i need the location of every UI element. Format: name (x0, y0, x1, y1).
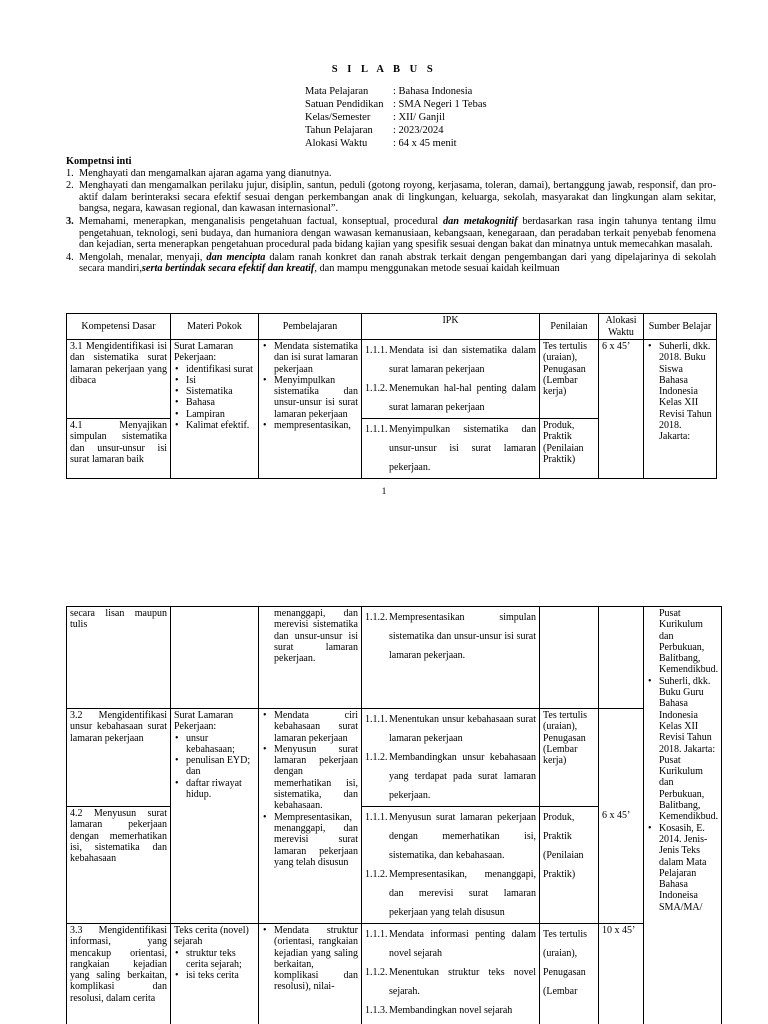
list-item: • Menyimpulkan sistematika dan unsur-unsur isi surat lamaran pekerjaan (274, 375, 358, 420)
alokasi-waktu-cell: 10 x 45’ (599, 924, 644, 1024)
list-item: • Bahasa (186, 397, 255, 408)
ipk-item: 1.1.2. Menentukan struktur teks novel sejarah. (365, 967, 536, 997)
info-row (305, 111, 487, 124)
ki-item-2: 2. Menghayati dan mengamalkan perilaku jujur, disiplin, santun, peduli (gotong royong, kerjasama, toleran, damai), bertanggung jawab, responsif, dan pro-aktif dalam berinteraksi secara efektif sesuai dengan perkembangan anak di lingkungan, keluarga, sekolah, masyarakat dan lingkungan alam sekitar, bangsa, negara, kawasan regional, dan kawasan internasional”. (66, 180, 716, 215)
kompetensi-inti (66, 156, 716, 275)
kd-4-2: 4.2 Menyusun surat lamaran pekerjaan dengan memerhatikan isi, sistematika dan kebahasaan (67, 807, 171, 924)
ki-item-4: 4. Mengolah, menalar, menyaji, dan mencipta dalam ranah konkret dan ranah abstrak terkait dengan pengembangan dari yang dipelajarinya di sekolah secara mandiri,serta bertindak secara efektif dan kreatif, dan mampu menggunakan metode sesuai kaidah keilmuan (66, 251, 716, 275)
list-item: • Kosasih, E. 2014. Jenis-Jenis Teks dalam Mata Pelajaran Bahasa Indoneisa SMA/MA/ (659, 823, 718, 913)
info-value: : Bahasa Indonesia (393, 86, 473, 97)
header-ipk: IPK (362, 314, 540, 340)
pembelajaran-cell (259, 709, 362, 924)
pembelajaran-cell (259, 340, 362, 479)
list-item: • Mendata sistematika dan isi surat lamaran pekerjaan (274, 341, 358, 375)
materi-pokok-cell (171, 607, 259, 709)
ipk-item: 1.1.3. Membandingkan novel sejarah (365, 1005, 513, 1016)
syllabus-table-page-2 (66, 606, 722, 1024)
info-value: : SMA Negeri 1 Tebas (393, 99, 487, 110)
pembelajaran-cell (259, 924, 362, 1024)
info-label: Alokasi Waktu (305, 138, 368, 149)
ipk-item: 1.1.2. Mempresentasikan, menanggapi, dan merevisi surat lamaran pekerjaan yang telah disusun (365, 869, 536, 918)
list-item: • Mempresentasikan, menanggapi, dan merevisi surat lamaran pekerjaan yang telah disusun (274, 812, 358, 868)
info-value: : 64 x 45 menit (393, 138, 457, 149)
header-sumber-belajar: Sumber Belajar (644, 314, 717, 340)
list-item: • Sistematika (186, 386, 255, 397)
kd-4-1: 4.1 Menyajikan simpulan sistematika dan unsur-unsur isi surat lamaran baik (67, 419, 171, 479)
document-page-2 (0, 598, 768, 1024)
list-item: • daftar riwayat hidup. (186, 778, 255, 801)
penilaian-cell: Tes tertulis (uraian), Penugasan (Lembar kerja) (540, 709, 599, 807)
list-item: • unsur kebahasaan; (186, 733, 255, 756)
penilaian-cell (540, 607, 599, 709)
sumber-belajar-cell: Pusat Kurikulum dan Perbukuan, Balitbang, Kemendikbud. • Suherli, dkk. Buku Guru Bahasa Indonesia Kelas XII Revisi Tahun 2018. Jakarta: Pusat Kurikulum dan Perbukuan, Balitbang, Kemendikbud. • Kosasih, E. 2014. Jenis-Jenis Teks dalam Mata Pelajaran Bahasa Indoneisa SMA/MA/ (644, 607, 722, 1024)
syllabus-table-page-1 (66, 313, 717, 479)
info-row (305, 137, 487, 150)
header-alokasi-waktu: Alokasi Waktu (599, 314, 644, 340)
materi-pokok-cell: Surat Lamaran Pekerjaan: • unsur kebahasaan; • penulisan EYD; dan • daftar riwayat hidup. (171, 709, 259, 924)
ipk-cell (362, 340, 540, 419)
ipk-item: 1.1.1. Menyimpulkan sistematika dan unsur-unsur isi surat lamaran pekerjaan. (365, 424, 536, 473)
info-label: Mata Pelajaran (305, 86, 369, 97)
info-label: Kelas/Semester (305, 112, 371, 123)
list-item: • Suherli, dkk. 2018. Buku Siswa Bahasa Indonesia Kelas XII Revisi Tahun 2018. Jakarta: (659, 341, 713, 443)
info-row (305, 124, 487, 137)
sumber-belajar-cell (644, 340, 717, 479)
list-item: • identifikasi surat (186, 364, 255, 375)
page-gap (0, 510, 768, 598)
ipk-cell (362, 807, 540, 924)
kd-3-1: 3.1 Mengidentifikasi isi dan sistematika surat lamaran pekerjaan yang dibaca (67, 340, 171, 419)
document-title: S I L A B U S (331, 64, 437, 75)
ipk-cell (362, 419, 540, 479)
ipk-item: 1.1.1. Menyusun surat lamaran pekerjaan dengan memerhatikan isi, sistematika, dan kebahasaan. (365, 812, 536, 861)
kd-3-2: 3.2 Mengidentifikasi unsur kebahasaan surat lamaran pekerjaan (67, 709, 171, 807)
list-item: • isi teks cerita (186, 970, 255, 981)
list-item: • Suherli, dkk. Buku Guru Bahasa Indonesia Kelas XII Revisi Tahun 2018. Jakarta: Pusat Kurikulum dan Perbukuan, Balitbang, Kemendikbud. (659, 676, 718, 823)
kd-3-3: 3.3 Mengidentifikasi informasi, yang mencakup orientasi, rangkaian kejadian yang saling berkaitan, komplikasi dan resolusi, dalam cerita (67, 924, 171, 1024)
document-page-1 (0, 0, 768, 510)
list-item: • Mendata struktur (orientasi, rangkaian kejadian yang saling berkaitan, komplikasi dan resolusi), nilai- (274, 925, 358, 993)
alokasi-waktu-cell (599, 607, 644, 709)
ki-heading: Kompetnsi inti (66, 156, 132, 167)
penilaian-cell: Tes tertulis (uraian), Penugasan (Lembar (540, 924, 599, 1024)
ipk-cell (362, 709, 540, 807)
ipk-item: 1.1.2. Mempresentasikan simpulan sistematika dan unsur-unsur isi surat lamaran pekerjaan. (365, 612, 536, 661)
list-item: • Isi (186, 375, 255, 386)
course-info (305, 85, 487, 150)
alokasi-waktu-cell: 6 x 45’ (599, 340, 644, 479)
kd-4-1-continued: secara lisan maupun tulis (67, 607, 171, 709)
header-penilaian: Penilaian (540, 314, 599, 340)
ipk-item: 1.1.2. Membandingkan unsur kebahasaan yang terdapat pada surat lamaran pekerjaan. (365, 752, 536, 801)
list-item: • Kalimat efektif. (186, 420, 255, 431)
materi-pokok-cell: Teks cerita (novel) sejarah • struktur teks cerita sejarah; • isi teks cerita (171, 924, 259, 1024)
info-row (305, 85, 487, 98)
page-number: 1 (381, 487, 387, 497)
info-label: Satuan Pendidikan (305, 99, 384, 110)
info-label: Tahun Pelajaran (305, 125, 373, 136)
materi-pokok-cell: Surat Lamaran Pekerjaan: • identifikasi surat • Isi • Sistematika • Bahasa • Lampiran • Kalimat efektif. (171, 340, 259, 479)
penilaian-cell: Produk, Praktik (Penilaian Praktik) (540, 419, 599, 479)
info-value: : XII/ Ganjil (393, 112, 445, 123)
ipk-item: 1.1.1. Mendata isi dan sistematika dalam surat lamaran pekerjaan (365, 345, 536, 375)
header-kompetensi-dasar: Kompetensi Dasar (67, 314, 171, 340)
list-item: • Lampiran (186, 409, 255, 420)
list-item: • Mendata ciri kebahasaan surat lamaran pekerjaan (274, 710, 358, 744)
alokasi-waktu-cell: 6 x 45’ (599, 709, 644, 924)
list-item: • mempresentasikan, (274, 420, 358, 431)
ki-item-1: 1. Menghayati dan mengamalkan ajaran agama yang dianutnya. (66, 167, 332, 179)
list-item: • Menyusun surat lamaran pekerjaan dengan memerhatikan isi, sistematika, dan kebahasaan. (274, 744, 358, 812)
ipk-item: 1.1.1. Mendata informasi penting dalam novel sejarah (365, 929, 536, 959)
list-item: • struktur teks cerita sejarah; (186, 948, 255, 971)
penilaian-cell: Tes tertulis (uraian), Penugasan (Lembar kerja) (540, 340, 599, 419)
penilaian-cell: Produk, Praktik (Penilaian Praktik) (540, 807, 599, 924)
header-pembelajaran: Pembelajaran (259, 314, 362, 340)
header-materi-pokok: Materi Pokok (171, 314, 259, 340)
ipk-item: 1.1.2. Menemukan hal-hal penting dalam surat lamaran pekerjaan (365, 383, 536, 413)
list-item: • penulisan EYD; dan (186, 755, 255, 778)
ipk-cell (362, 924, 540, 1024)
info-row (305, 98, 487, 111)
pembelajaran-cell: menanggapi, dan merevisi sistematika dan unsur-unsur isi surat lamaran pekerjaan. (259, 607, 362, 709)
ki-item-3: 3. Memahami, menerapkan, menganalisis pengetahuan factual, konseptual, procedural dan metakognitif berdasarkan rasa ingin tahunya tentang ilmu pengetahuan, teknologi, seni budaya, dan humaniora dengan wawasan kemanusiaan, kebangsaan, kenegaraan, dan peradaban terkait penyebab fenomena dan kejadian, serta menerapkan pengetahuan procedural pada bidang kajian yang spesifik sesuai dengan bakat dan minatnya untuk memecahkan masalah. (66, 215, 716, 251)
info-value: : 2023/2024 (393, 125, 444, 136)
ipk-cell (362, 607, 540, 709)
ipk-item: 1.1.1. Menentukan unsur kebahasaan surat lamaran pekerjaan (365, 714, 536, 744)
